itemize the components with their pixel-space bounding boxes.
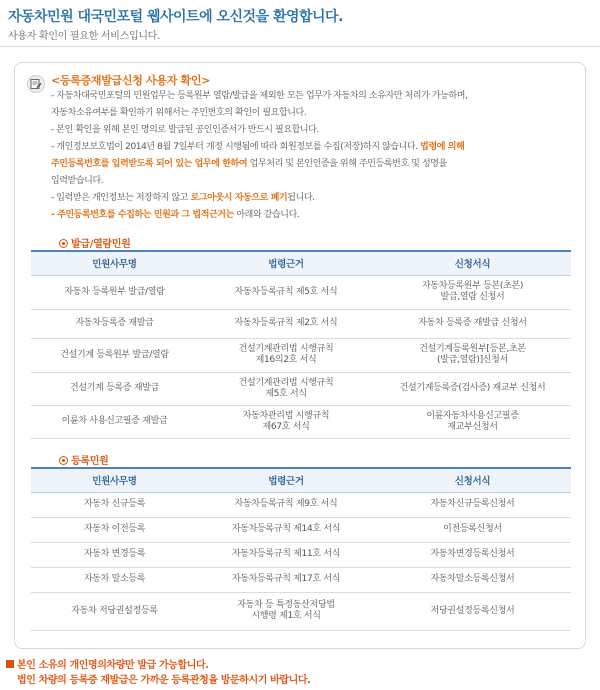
- table-cell: 자동차등록규칙 제17호 서식: [198, 567, 374, 592]
- notice-line: [51, 156, 581, 173]
- notice-text: [51, 88, 581, 224]
- table-cell: 자동차 이전등록: [31, 517, 198, 542]
- table-cell: 자동차등록규칙 제11호 서식: [198, 542, 374, 567]
- table-row: [31, 275, 571, 309]
- section-issue-label: 발급/열람민원: [71, 239, 131, 250]
- section-register-title: [59, 452, 108, 467]
- notice-title: <등록증재발급신청 사용자 확인>: [51, 74, 211, 87]
- table-cell: 자동차등록규칙 제5호 서식: [198, 275, 374, 309]
- table-cell: 자동차 말소등록: [31, 567, 198, 592]
- notice-line: [51, 139, 581, 156]
- table-cell: 자동차 변경등록: [31, 542, 198, 567]
- table-cell: 자동차등록규칙 제14호 서식: [198, 517, 374, 542]
- column-header: 민원사무명: [31, 468, 198, 492]
- table-cell: 자동차말소등록신청서: [374, 567, 571, 592]
- table-cell: 자동차등록원부 등본(초본) 발급,열람 신청서: [374, 275, 571, 309]
- section-register-label: 등록민원: [71, 456, 109, 467]
- table-row: [31, 542, 571, 567]
- circle-bullet-icon: [59, 239, 68, 248]
- column-header: 신청서식: [374, 468, 571, 492]
- page-subtitle: 사용자 확인이 필요한 서비스입니다.: [8, 31, 160, 42]
- footer-notice: [6, 658, 311, 688]
- notice-text-part: 됩니다.: [287, 193, 315, 203]
- table-cell: 저당권설정등록신청서: [374, 592, 571, 630]
- notice-text-part: - 입력받은 개인정보는 저장하지 않고: [51, 193, 189, 203]
- table-cell: 자동차등록증 재발급: [31, 309, 198, 338]
- notice-text-part: 아래와 같습니다.: [236, 210, 300, 220]
- circle-bullet-icon: [59, 456, 68, 465]
- title-divider: [0, 46, 600, 47]
- notice-line: 입력받습니다.: [51, 176, 104, 186]
- table-cell: 건설기계관리법 시행규칙 제16의2호 서식: [198, 338, 374, 372]
- column-header: 법령근거: [198, 468, 374, 492]
- footer-text: 본인 소유의 개인명의차량만 발급 가능합니다.: [17, 660, 209, 671]
- notice-highlight: 로그아웃시 자동으로 폐기: [190, 193, 288, 203]
- table-cell: 건설기계관리법 시행규칙 제5호 서식: [198, 372, 374, 405]
- footer-line: 법인 차량의 등록증 재발급은 가까운 등록관청을 방문하시기 바랍니다.: [17, 675, 311, 686]
- section-issue-title: [59, 235, 131, 250]
- footer-line: [6, 658, 311, 673]
- table-cell: 건설기계등록증(검사증) 재교부 신청서: [374, 372, 571, 405]
- table-cell: 자동차 저당권설정등록: [31, 592, 198, 630]
- notice-text-part: 업무처리 및 본인인증을 위해 주민등록번호 및 성명을: [249, 159, 447, 169]
- notice-line: - 자동차대국민포털의 민원업무는 등록원부 열람/발급을 제외한 모든 업무가 자동차의 소유자만 처리가 가능하며,: [51, 91, 468, 101]
- column-header: 법령근거: [198, 251, 374, 275]
- notepad-icon: [27, 75, 45, 93]
- table-cell: 건설기계등록원부[등본,초본 (발급,열람)]신청서: [374, 338, 571, 372]
- table-cell: 자동차등록규칙 제9호 서식: [198, 492, 374, 517]
- table-cell: 자동차 등록원부 발급/열람: [31, 275, 198, 309]
- column-header: 민원사무명: [31, 251, 198, 275]
- notice-highlight: - 주민등록번호를 수집하는 민원과 그 법적근거는: [51, 210, 234, 220]
- notice-line: [51, 190, 581, 207]
- table-row: [31, 309, 571, 338]
- table-cell: 이륜자동차사용신고필증 재교부신청서: [374, 405, 571, 438]
- table-cell: 자동차 신규등록: [31, 492, 198, 517]
- table-row: [31, 405, 571, 438]
- table-cell: 자동차 등 특정동산저당법 시행령 제1호 서식: [198, 592, 374, 630]
- table-cell: 건설기계 등록증 재발급: [31, 372, 198, 405]
- table-header-row: [31, 468, 571, 492]
- notice-text-part: - 개인정보보호법이 2014년 8월 7일부터 개정 시행됨에 따라 회원정보를 수집(저장)하지 않습니다.: [51, 142, 418, 152]
- table-row: [31, 338, 571, 372]
- page-title: 자동차민원 대국민포털 웹사이트에 오신것을 환영합니다.: [8, 9, 343, 25]
- issue-table: [31, 250, 571, 439]
- notice-panel: [14, 62, 586, 649]
- table-cell: 건설기계 등록원부 발급/열람: [31, 338, 198, 372]
- table-header-row: [31, 251, 571, 275]
- column-header: 신청서식: [374, 251, 571, 275]
- table-row: [31, 517, 571, 542]
- table-cell: 자동차 등록증 재발급 신청서: [374, 309, 571, 338]
- notice-highlight: 주민등록번호를 입력받도록 되어 있는 업무에 한하여: [51, 159, 248, 169]
- table-row: [31, 592, 571, 630]
- table-row: [31, 492, 571, 517]
- table-cell: 이륜차 사용신고필증 재발급: [31, 405, 198, 438]
- square-bullet-icon: [6, 660, 14, 668]
- table-row: [31, 372, 571, 405]
- table-cell: 자동차등록규칙 제2호 서식: [198, 309, 374, 338]
- table-cell: 자동차신규등록신청서: [374, 492, 571, 517]
- table-row: [31, 567, 571, 592]
- table-cell: 이전등록신청서: [374, 517, 571, 542]
- notice-highlight: 법령에 의해: [420, 142, 465, 152]
- register-table: [31, 467, 571, 631]
- table-cell: 자동차변경등록신청서: [374, 542, 571, 567]
- notice-line: [51, 207, 581, 224]
- table-cell: 자동차관리법 시행규칙 제67호 서식: [198, 405, 374, 438]
- notice-line: - 본인 확인을 위해 본인 명의로 발급된 공인인증서가 반드시 필요합니다.: [51, 125, 319, 135]
- notice-line: 자동차소유여부를 확인하기 위해서는 주민번호의 확인이 필요합니다.: [51, 108, 307, 118]
